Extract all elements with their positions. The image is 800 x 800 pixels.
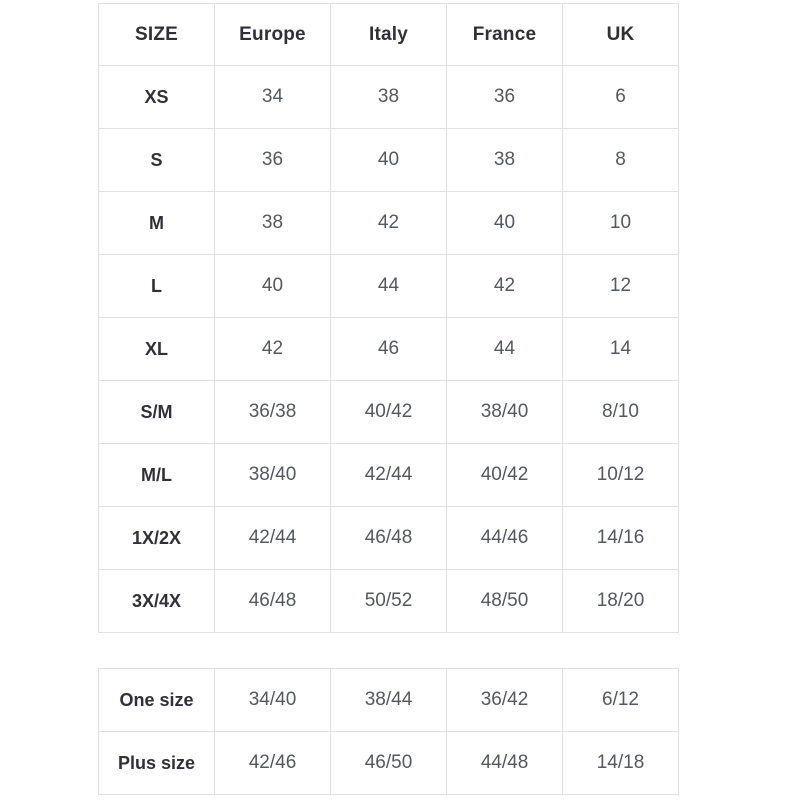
column-header-france: France — [447, 4, 563, 66]
table-cell: 38/40 — [447, 381, 563, 444]
table-cell: 10 — [563, 192, 679, 255]
table-row — [99, 192, 679, 255]
table-cell: 8/10 — [563, 381, 679, 444]
table-cell: 44/48 — [447, 732, 563, 795]
table-cell: 46/48 — [331, 507, 447, 570]
table-cell: 38 — [331, 66, 447, 129]
column-header-size: SIZE — [99, 4, 215, 66]
table-cell: 14 — [563, 318, 679, 381]
table-cell: 46/48 — [215, 570, 331, 633]
size-label-cell: XS — [99, 66, 215, 129]
table-cell: 12 — [563, 255, 679, 318]
table-cell: 36 — [447, 66, 563, 129]
size-conversion-table — [98, 3, 679, 633]
table-cell: 38 — [215, 192, 331, 255]
table-cell: 38/40 — [215, 444, 331, 507]
column-header-europe: Europe — [215, 4, 331, 66]
table-cell: 40 — [447, 192, 563, 255]
table-cell: 8 — [563, 129, 679, 192]
size-label-cell: M — [99, 192, 215, 255]
column-header-uk: UK — [563, 4, 679, 66]
table-cell: 44 — [447, 318, 563, 381]
table-cell: 36/42 — [447, 669, 563, 732]
table-cell: 42/44 — [215, 507, 331, 570]
table-cell: 48/50 — [447, 570, 563, 633]
table-row — [99, 732, 679, 795]
size-label-cell: XL — [99, 318, 215, 381]
table-cell: 18/20 — [563, 570, 679, 633]
table-row — [99, 669, 679, 732]
table-gap — [98, 633, 800, 668]
table-cell: 46 — [331, 318, 447, 381]
size-label-cell: Plus size — [99, 732, 215, 795]
table-cell: 40 — [215, 255, 331, 318]
table-cell: 14/16 — [563, 507, 679, 570]
table-cell: 40 — [331, 129, 447, 192]
size-label-cell: S/M — [99, 381, 215, 444]
table-row — [99, 381, 679, 444]
size-label-cell: One size — [99, 669, 215, 732]
table-cell: 38/44 — [331, 669, 447, 732]
size-label-cell: S — [99, 129, 215, 192]
size-label-cell: L — [99, 255, 215, 318]
table-cell: 6 — [563, 66, 679, 129]
table-cell: 34 — [215, 66, 331, 129]
table-row — [99, 255, 679, 318]
table-row — [99, 570, 679, 633]
table-cell: 14/18 — [563, 732, 679, 795]
size-label-cell: M/L — [99, 444, 215, 507]
table-cell: 42 — [447, 255, 563, 318]
table-header-row — [99, 4, 679, 66]
table-cell: 42 — [331, 192, 447, 255]
table-cell: 38 — [447, 129, 563, 192]
table-cell: 44/46 — [447, 507, 563, 570]
size-label-cell: 1X/2X — [99, 507, 215, 570]
table-cell: 42/44 — [331, 444, 447, 507]
special-sizes-table — [98, 668, 679, 795]
table-cell: 6/12 — [563, 669, 679, 732]
table-cell: 42/46 — [215, 732, 331, 795]
table-cell: 50/52 — [331, 570, 447, 633]
table-cell: 40/42 — [331, 381, 447, 444]
table-row — [99, 318, 679, 381]
table-cell: 36 — [215, 129, 331, 192]
column-header-italy: Italy — [331, 4, 447, 66]
table-row — [99, 507, 679, 570]
table-cell: 10/12 — [563, 444, 679, 507]
table-row — [99, 66, 679, 129]
table-cell: 42 — [215, 318, 331, 381]
table-row — [99, 129, 679, 192]
table-cell: 34/40 — [215, 669, 331, 732]
table-cell: 40/42 — [447, 444, 563, 507]
table-cell: 36/38 — [215, 381, 331, 444]
table-row — [99, 444, 679, 507]
table-cell: 44 — [331, 255, 447, 318]
size-label-cell: 3X/4X — [99, 570, 215, 633]
table-cell: 46/50 — [331, 732, 447, 795]
